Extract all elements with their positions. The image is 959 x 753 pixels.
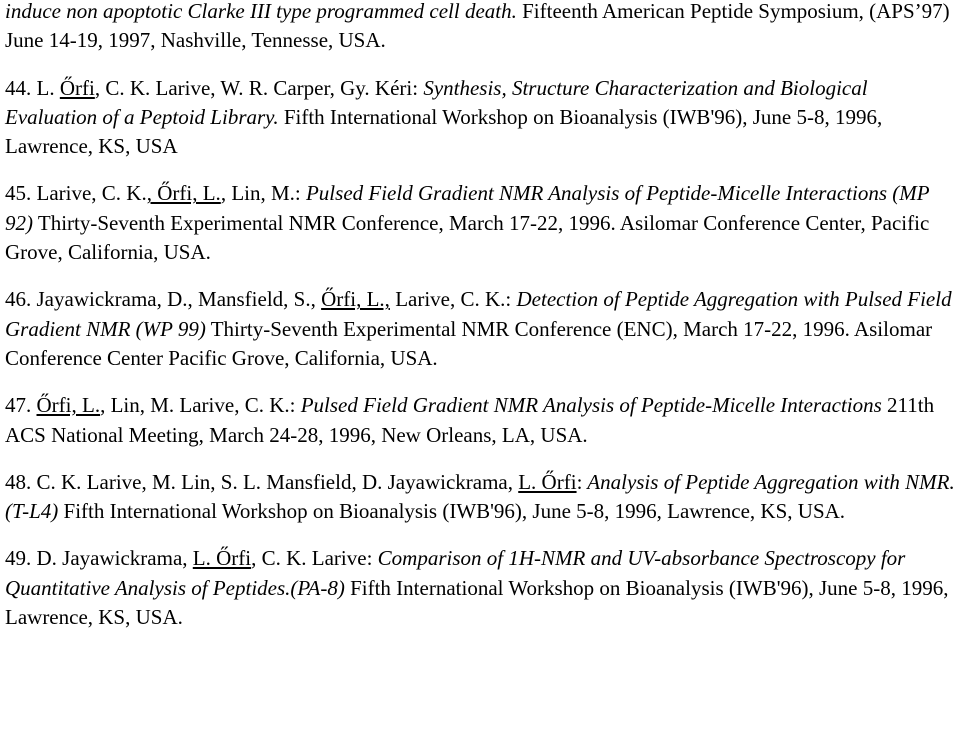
entry-number: 44. xyxy=(5,75,32,100)
entry-title: Comparison of 1H-NMR and UV-absorbance Spectroscopy for Quantitative Analysis of Peptides.(PA-8) xyxy=(5,546,906,600)
highlighted-author: L. Őrfi xyxy=(192,546,252,571)
entry-authors: C. K. Larive, M. Lin, S. L. Mansfield, D. Jayawickrama, xyxy=(31,469,519,494)
entry-authors: L. xyxy=(31,75,60,100)
entry-48 xyxy=(5,468,955,527)
entry-authors-rest: , C. K. Larive, W. R. Carper, Gy. Kéri: xyxy=(94,75,419,100)
highlighted-author: , Őrfi, L. xyxy=(146,181,221,206)
entry-number: 45. xyxy=(5,181,32,206)
highlighted-author: Őrfi, L., xyxy=(321,287,390,312)
entry-venue: Fifth International Workshop on Bioanalysis (IWB'96), June 5-8, 1996, Lawrence, KS, USA xyxy=(5,104,883,159)
entry-45 xyxy=(5,179,955,267)
publication-list xyxy=(5,0,955,650)
entry-venue: Fifteenth American Peptide Symposium, (APS’97) June 14-19, 1997, Nashville, Tennesse, USA. xyxy=(5,0,950,53)
entry-49 xyxy=(5,544,955,632)
entry-authors-rest: Larive, C. K.: xyxy=(389,287,512,312)
entry-authors: Jayawickrama, D., Mansfield, S., xyxy=(31,287,322,312)
highlighted-author: L. Őrfi xyxy=(518,469,577,494)
entry-authors-rest: , Lin, M. Larive, C. K.: xyxy=(100,393,296,418)
entry-title: Analysis of Peptide Aggregation with NMR.(T-L4) xyxy=(5,469,955,524)
entry-authors: D. Jayawickrama, xyxy=(31,546,193,571)
entry-title: Pulsed Field Gradient NMR Analysis of Peptide-Micelle Interactions (MP 92) xyxy=(5,181,930,235)
entry-47 xyxy=(5,391,955,450)
entry-authors-rest: , C. K. Larive: xyxy=(251,546,373,571)
entry-venue: Thirty-Seventh Experimental NMR Conference, March 17-22, 1996. Asilomar Conference Center, Pacific Grove, California, USA. xyxy=(5,210,930,265)
entry-authors-rest: : xyxy=(576,469,583,494)
entry-venue: Fifth International Workshop on Bioanalysis (IWB'96), June 5-8, 1996, Lawrence, KS, USA. xyxy=(58,499,846,524)
entry-title: Pulsed Field Gradient NMR Analysis of Peptide-Micelle Interactions xyxy=(295,393,882,418)
entry-venue: Thirty-Seventh Experimental NMR Conference (ENC), March 17-22, 1996. Asilomar Conference Center Pacific Grove, California, USA. xyxy=(5,316,933,370)
entry-fragment xyxy=(5,0,955,56)
highlighted-author: Őrfi, L. xyxy=(36,393,101,418)
entry-44 xyxy=(5,74,955,162)
entry-title: induce non apoptotic Clarke III type programmed cell death. xyxy=(5,0,517,23)
entry-venue: Fifth International Workshop on Bioanalysis (IWB'96), June 5-8, 1996, Lawrence, KS, USA. xyxy=(5,575,949,630)
entry-number: 46. xyxy=(5,287,32,312)
entry-number: 47. xyxy=(5,393,32,418)
entry-number: 49. xyxy=(5,546,32,571)
entry-venue: 211th ACS National Meeting, March 24-28, 1996, New Orleans, LA, USA. xyxy=(5,393,935,447)
highlighted-author: Őrfi xyxy=(59,75,95,100)
entry-authors-rest: , Lin, M.: xyxy=(220,181,301,206)
entry-title: Detection of Peptide Aggregation with Pulsed Field Gradient NMR (WP 99) xyxy=(5,287,952,341)
entry-number: 48. xyxy=(5,469,32,494)
entry-authors: Larive, C. K. xyxy=(31,181,147,206)
entry-title: Synthesis, Structure Characterization and Biological Evaluation of a Peptoid Library. xyxy=(5,75,868,129)
entry-46 xyxy=(5,285,955,373)
